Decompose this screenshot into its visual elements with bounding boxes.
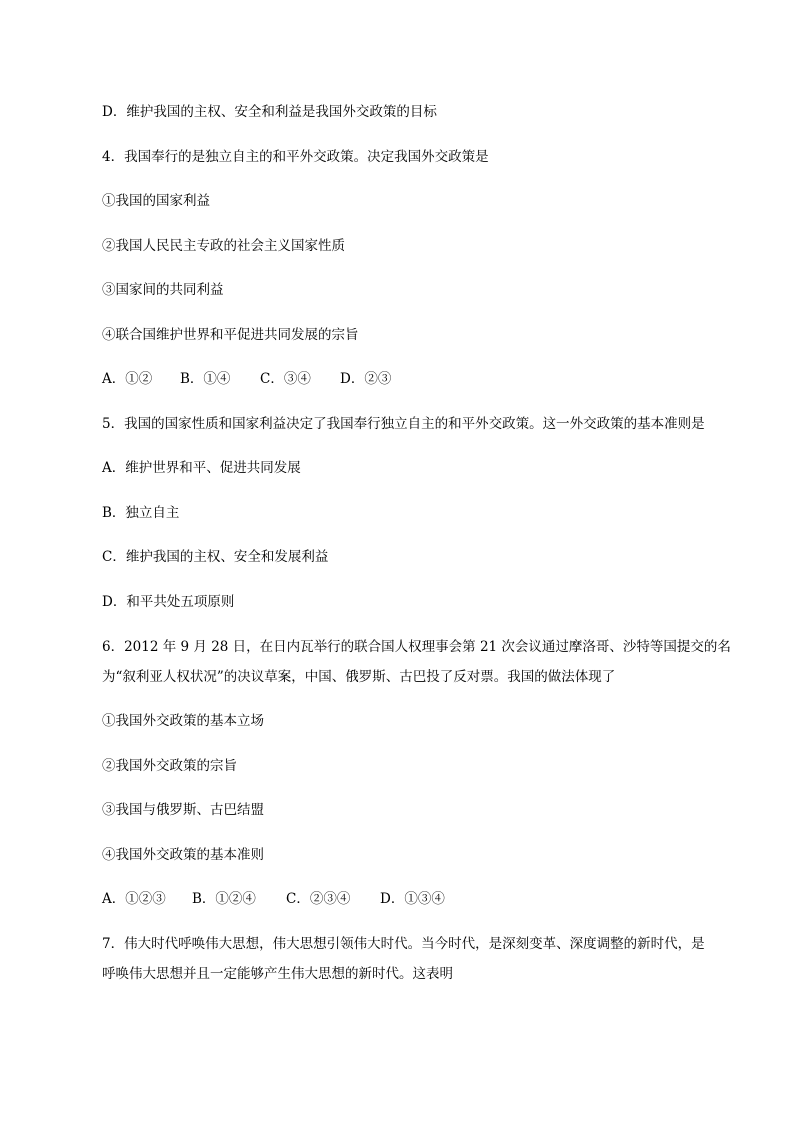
q3-option-d: D．维护我国的主权、安全和利益是我国外交政策的目标 (102, 104, 437, 120)
q4-statement-2: ②我国人民民主专政的社会主义国家性质 (102, 238, 345, 254)
q4-option-c: C．③④ (260, 371, 311, 387)
q6-statement-1: ①我国外交政策的基本立场 (102, 713, 264, 729)
q5-option-d: D．和平共处五项原则 (102, 594, 235, 610)
q4-options (102, 369, 391, 389)
q6-stem-line-1: 6．2012 年 9 月 28 日，在日内瓦举行的联合国人权理事会第 21 次会议通过摩洛哥、沙特等国提交的名 (102, 639, 731, 655)
q6-options (102, 889, 445, 909)
q4-statement-3: ③国家间的共同利益 (102, 282, 224, 298)
q7-stem-line-1: 7．伟大时代呼唤伟大思想，伟大思想引领伟大时代。当今时代，是深刻变革、深度调整的新时代，是 (102, 936, 705, 952)
q6-statement-3: ③我国与俄罗斯、古巴结盟 (102, 802, 264, 818)
q6-option-d: D．①③④ (380, 891, 445, 907)
q5-option-c: C．维护我国的主权、安全和发展利益 (102, 549, 329, 565)
q6-statement-4: ④我国外交政策的基本准则 (102, 847, 264, 863)
q4-stem: 4．我国奉行的是独立自主的和平外交政策。决定我国外交政策是 (102, 149, 489, 165)
q4-option-d: D．②③ (340, 371, 392, 387)
q7-stem-line-2: 呼唤伟大思想并且一定能够产生伟大思想的新时代。这表明 (102, 966, 453, 982)
q5-option-b: B．独立自主 (102, 505, 180, 521)
q5-option-a: A．维护世界和平、促进共同发展 (102, 460, 301, 476)
q4-statement-1: ①我国的国家利益 (102, 193, 210, 209)
q6-option-b: B．①②④ (192, 891, 256, 907)
q6-statement-2: ②我国外交政策的宗旨 (102, 758, 237, 774)
q4-option-b: B．①④ (180, 371, 231, 387)
q6-option-c: C．②③④ (286, 891, 351, 907)
q5-stem: 5．我国的国家性质和国家利益决定了我国奉行独立自主的和平外交政策。这一外交政策的基本准则是 (102, 416, 705, 432)
q4-option-a: A．①② (102, 371, 153, 387)
q6-stem-line-2: 为“叙利亚人权状况”的决议草案，中国、俄罗斯、古巴投了反对票。我国的做法体现了 (102, 669, 616, 685)
q6-option-a: A．①②③ (102, 891, 166, 907)
q4-statement-4: ④联合国维护世界和平促进共同发展的宗旨 (102, 327, 359, 343)
